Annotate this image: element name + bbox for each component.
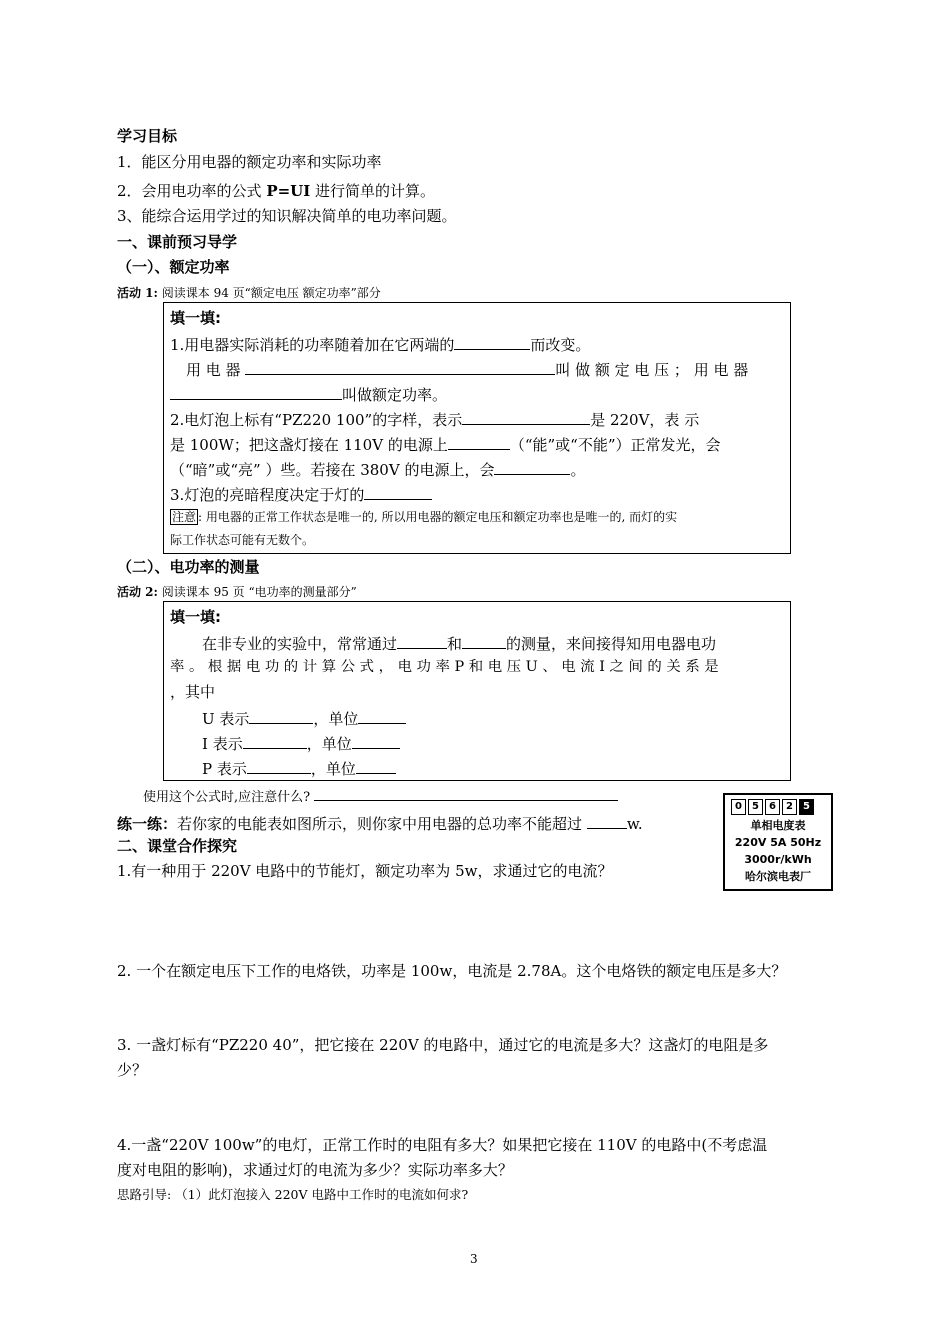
blank-practice[interactable]: [587, 812, 627, 829]
note-label: 注意: [172, 510, 197, 524]
electricity-meter-figure: [723, 793, 833, 891]
box2-title: 填一填:: [170, 608, 221, 626]
box1-line2-end: 叫 做 额 定 电 压 ； 用 电 器: [555, 361, 749, 379]
box1-line3-text: 叫做额定功率。: [342, 386, 448, 404]
box2-p-row: [202, 757, 396, 779]
box1-line4: [170, 408, 699, 430]
question-3-line2: 少？: [117, 1061, 148, 1079]
box1-line4-text: 2.电灯泡上标有“PZ220 100”的字样，表示: [170, 411, 463, 429]
box1-line5: [170, 433, 721, 455]
u-label: U 表示: [202, 710, 250, 728]
blank-3[interactable]: [448, 433, 510, 450]
p-label: P 表示: [202, 760, 247, 778]
box1-note-2: 际工作状态可能有无数个。: [170, 533, 315, 547]
box1-line6-text: （“暗”或“亮” ）些。若接在 380V 的电源上，会: [170, 461, 495, 479]
objective-1: 1．能区分用电器的额定功率和实际功率: [117, 153, 382, 171]
question-4-line1: 4.一盏“220V 100w”的电灯，正常工作时的电阻有多大？如果把它接在 110V 的电路中(不考虑温: [117, 1136, 768, 1154]
blank-7[interactable]: [462, 632, 506, 649]
activity1: [117, 285, 381, 301]
meter-digit-decimal: 5: [799, 799, 814, 815]
box2-line1: [202, 632, 716, 654]
blank-p-unit[interactable]: [356, 757, 396, 774]
blank-u-unit[interactable]: [358, 707, 406, 724]
formula-question: [143, 788, 618, 806]
section1-sub1: （一）、额定功率: [117, 258, 230, 276]
section1-sub2: （二）、电功率的测量: [117, 558, 260, 576]
blank-6[interactable]: [397, 632, 447, 649]
page-number: 3: [470, 1252, 478, 1266]
activity2-text: 阅读课本 95 页 “电功率的测量部分”: [157, 585, 357, 599]
blank-1[interactable]: [454, 333, 530, 350]
meter-type: 单相电度表: [750, 819, 806, 832]
meter-digit: 6: [765, 799, 780, 815]
objectives-heading: 学习目标: [117, 127, 178, 145]
blank-i-unit[interactable]: [352, 732, 400, 749]
question-2: 2. 一个在额定电压下工作的电烙铁，功率是 100w，电流是 2.78A。这个电烙铁的额定电压是多大？: [117, 962, 787, 980]
blank-rated-voltage[interactable]: [245, 358, 555, 375]
i-label: I 表示: [202, 735, 243, 753]
meter-digit: 5: [748, 799, 763, 815]
i-unit-label: ，单位: [306, 735, 352, 753]
activity1-text: 阅读课本 94 页“额定电压 额定功率”部分: [157, 286, 381, 300]
box1-line6-end: 。: [570, 461, 586, 479]
box1-line1-end: 而改变。: [530, 336, 591, 354]
blank-5[interactable]: [364, 483, 432, 500]
box1-line7: [170, 483, 432, 505]
activity1-label: 活动 1:: [117, 286, 158, 300]
note-text: : 用电器的正常工作状态是唯一的, 所以用电器的额定电压和额定功率也是唯一的, 而灯的实: [198, 510, 678, 524]
practice-label: 练一练：: [117, 815, 178, 833]
u-unit-label: ，单位: [313, 710, 359, 728]
fill-in-box-2: [163, 601, 791, 781]
question-1: 1.有一种用于 220V 电路中的节能灯，额定功率为 5w，求通过它的电流？: [117, 862, 613, 880]
objective-2-formula: P=UI: [266, 182, 311, 200]
meter-digits: [725, 795, 831, 815]
blank-question[interactable]: [314, 788, 618, 801]
box1-line5-text: 是 100W；把这盏灯接在 110V 的电源上: [170, 436, 448, 454]
box1-title: 填一填:: [170, 309, 221, 327]
meter-digit: 0: [731, 799, 746, 815]
practice-unit: w.: [626, 815, 643, 833]
box1-line2-text: 用 电 器: [186, 361, 241, 379]
section2-heading: 二、课堂合作探究: [117, 837, 238, 855]
question-3-line1: 3. 一盏灯标有“PZ220 40”，把它接在 220V 的电路中，通过它的电流是多大？这盏灯的电阻是多: [117, 1036, 769, 1054]
box1-line3: [170, 383, 447, 405]
objective-2-pre: 2．会用电功率的公式: [117, 182, 267, 200]
p-unit-label: ，单位: [310, 760, 356, 778]
box1-line1-text: 1.用电器实际消耗的功率随着加在它两端的: [170, 336, 455, 354]
meter-maker: 哈尔滨电表厂: [745, 870, 811, 883]
practice: [117, 812, 643, 834]
box2-u-row: [202, 707, 406, 729]
activity2: [117, 584, 357, 600]
blank-2[interactable]: [462, 408, 590, 425]
blank-u[interactable]: [249, 707, 313, 724]
blank-rated-power[interactable]: [170, 383, 342, 400]
objective-2-post: 进行简单的计算。: [310, 182, 436, 200]
box2-line3: ，其中: [170, 683, 216, 701]
box1-line6: [170, 458, 585, 480]
blank-i[interactable]: [243, 732, 307, 749]
box1-line7-text: 3.灯泡的亮暗程度决定于灯的: [170, 486, 365, 504]
box2-line1-end: 的测量，来间接得知用电器电功: [506, 635, 717, 653]
practice-text: 若你家的电能表如图所示，则你家中用电器的总功率不能超过: [177, 815, 583, 833]
meter-constant: 3000r/kWh: [744, 853, 812, 866]
activity2-label: 活动 2:: [117, 585, 158, 599]
objective-2: [117, 181, 435, 201]
blank-4[interactable]: [494, 458, 570, 475]
box1-note: [170, 509, 677, 525]
meter-rating: 220V 5A 50Hz: [734, 836, 822, 849]
box2-line2: 率 。 根 据 电 功 的 计 算 公 式 ， 电 功 率 P 和 电 压 U 、 电 流 I 之 间 的 关 系 是: [170, 659, 719, 675]
box1-line5-end: （“能”或“不能”）正常发光，会: [509, 436, 721, 454]
box1-line2: [186, 358, 748, 380]
box1-line1: [170, 333, 590, 355]
box2-i-row: [202, 732, 400, 754]
question-4-line2: 度对电阻的影响)，求通过灯的电流为多少？实际功率多大？: [117, 1161, 513, 1179]
objective-3: 3、能综合运用学过的知识解决简单的电功率问题。: [117, 207, 457, 225]
box2-line1-and: 和: [447, 635, 463, 653]
formula-question-text: 使用这个公式时,应注意什么?: [143, 790, 311, 805]
meter-digit: 2: [782, 799, 797, 815]
blank-p[interactable]: [247, 757, 311, 774]
box1-line4-end: 是 220V，表 示: [590, 411, 700, 429]
hint: 思路引导: （1）此灯泡接入 220V 电路中工作时的电流如何求?: [117, 1187, 469, 1202]
section1-heading: 一、课前预习导学: [117, 233, 238, 251]
box2-line1-text: 在非专业的实验中，常常通过: [202, 635, 398, 653]
